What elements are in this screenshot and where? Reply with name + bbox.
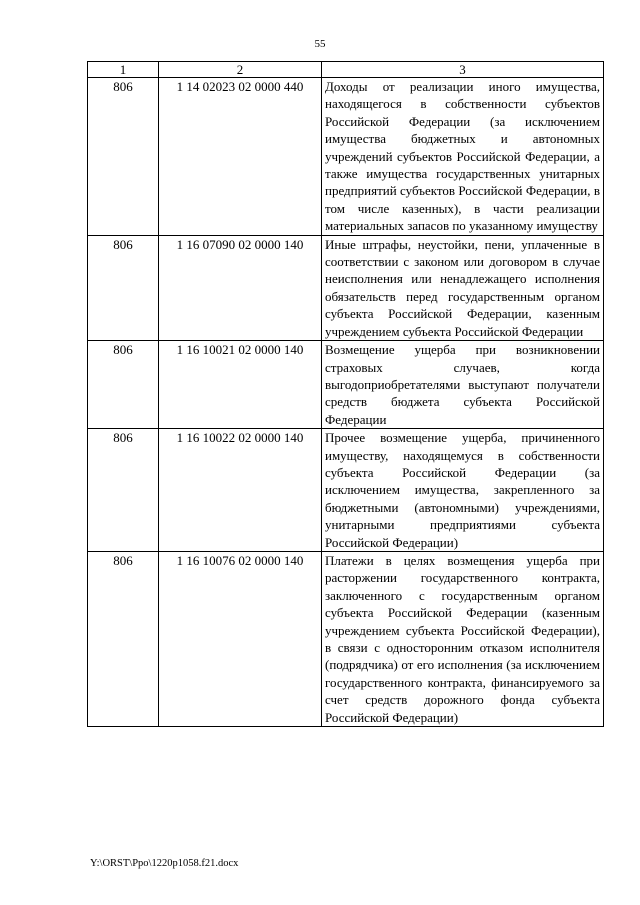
table-row bbox=[88, 235, 604, 340]
column-header-3: 3 bbox=[322, 62, 604, 78]
table-row bbox=[88, 341, 604, 429]
administrator-code-cell: 806 bbox=[88, 341, 159, 429]
table-header-row bbox=[88, 62, 604, 78]
revenue-code-cell: 1 16 10076 02 0000 140 bbox=[159, 551, 322, 726]
revenue-description-cell: Прочее возмещение ущерба, причиненного имуществу, находящемуся в собственности субъекта Российской Федерации (за исключением имущества, закрепленного за бюджетными (автономными) учреждениями, унитарными предприятиями субъекта Российской Федерации) bbox=[322, 429, 604, 552]
administrator-code-cell: 806 bbox=[88, 78, 159, 236]
revenue-description-cell: Доходы от реализации иного имущества, находящегося в собственности субъектов Российской Федерации (за исключением имущества бюджетных и автономных учреждений субъектов Российской Федерации, а также имущества государственных унитарных предприятий субъектов Российской Федерации, в том числе казенных), в части реализации материальных запасов по указанному имуществу bbox=[322, 78, 604, 236]
revenue-code-cell: 1 16 07090 02 0000 140 bbox=[159, 235, 322, 340]
administrator-code-cell: 806 bbox=[88, 429, 159, 552]
table-row bbox=[88, 551, 604, 726]
revenue-description-cell: Платежи в целях возмещения ущерба при расторжении государственного контракта, заключенного с государственным органом субъекта Российской Федерации (казенным учреждением субъекта Российской Федерации), в связи с односторонним отказом исполнителя (подрядчика) от его исполнения (за исключением государственного контракта, финансируемого за счет средств дорожного фонда субъекта Российской Федерации) bbox=[322, 551, 604, 726]
table-body bbox=[88, 78, 604, 727]
revenue-code-cell: 1 16 10021 02 0000 140 bbox=[159, 341, 322, 429]
column-header-1: 1 bbox=[88, 62, 159, 78]
revenue-codes-table bbox=[87, 61, 604, 727]
administrator-code-cell: 806 bbox=[88, 551, 159, 726]
revenue-code-cell: 1 14 02023 02 0000 440 bbox=[159, 78, 322, 236]
page-number: 55 bbox=[314, 38, 326, 50]
column-header-2: 2 bbox=[159, 62, 322, 78]
table-row bbox=[88, 429, 604, 552]
revenue-description-cell: Возмещение ущерба при возникновении страховых случаев, когда выгодоприобретателями выступают получатели средств бюджета субъекта Российской Федерации bbox=[322, 341, 604, 429]
revenue-code-cell: 1 16 10022 02 0000 140 bbox=[159, 429, 322, 552]
revenue-description-cell: Иные штрафы, неустойки, пени, уплаченные в соответствии с законом или договором в случае неисполнения или ненадлежащего исполнения обязательств перед государственным органом субъекта Российской Федерации, казенным учреждением субъекта Российской Федерации bbox=[322, 235, 604, 340]
table-header bbox=[88, 62, 604, 78]
administrator-code-cell: 806 bbox=[88, 235, 159, 340]
document-file-path: Y:\ORST\Ppo\1220p1058.f21.docx bbox=[90, 858, 239, 869]
table-row bbox=[88, 78, 604, 236]
